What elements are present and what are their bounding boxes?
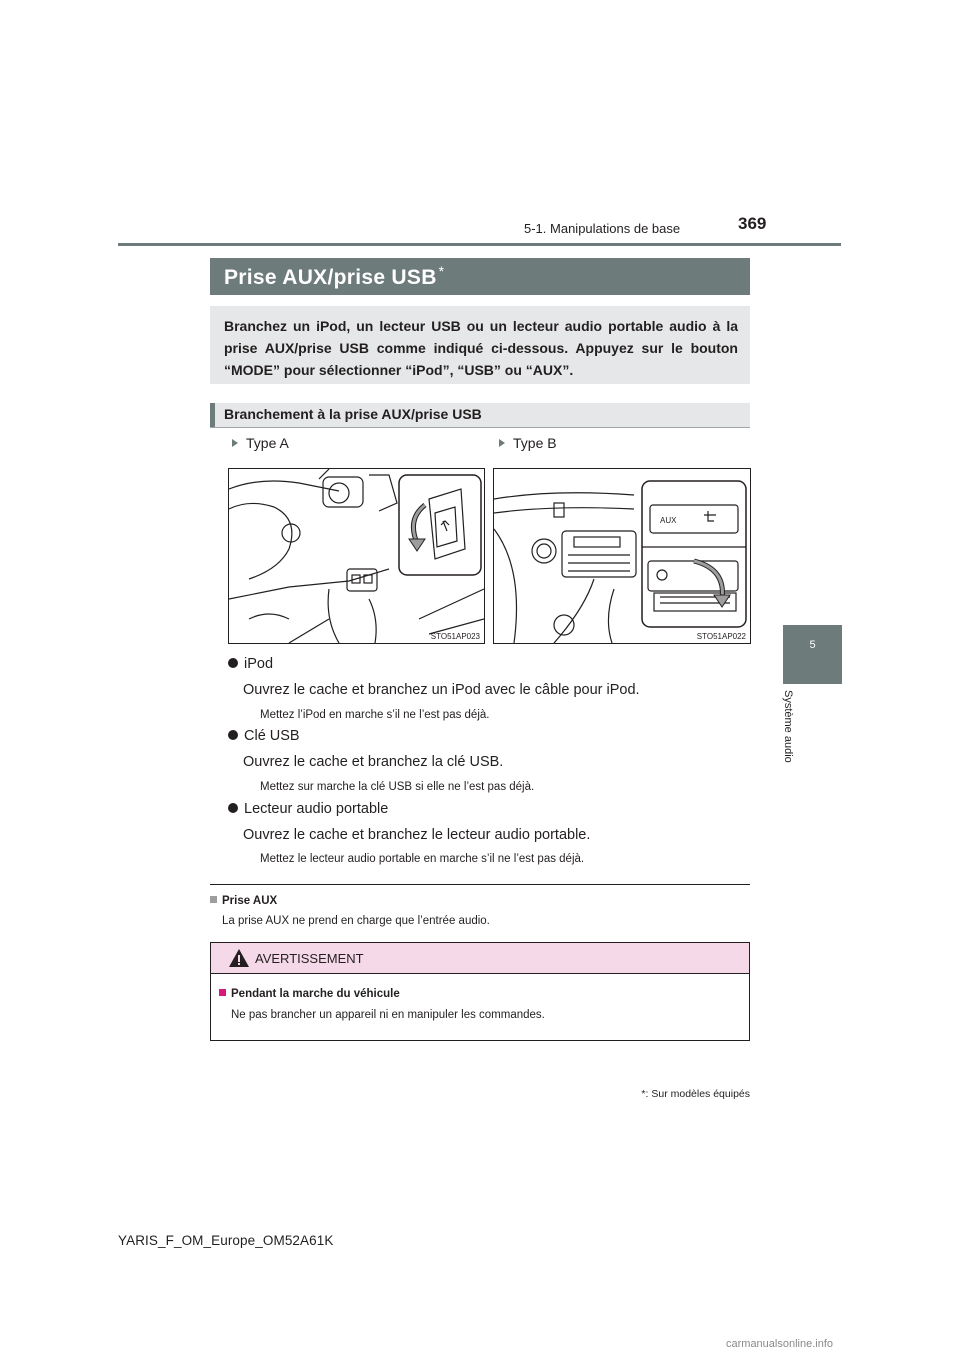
square-bullet-icon [210,896,217,903]
type-b-label: Type B [499,435,557,451]
figure-code-b: STO51AP022 [696,632,746,641]
bullet-icon [228,803,238,813]
type-a-label: Type A [232,435,289,451]
item-portable-text: Ouvrez le cache et branchez le lecteur audio portable. [243,827,591,843]
aux-port-label: AUX [660,516,677,525]
item-portable-title: Lecteur audio portable [228,801,388,817]
warning-subheading: Pendant la marche du véhicule [219,988,400,1000]
note-text: La prise AUX ne prend en charge que l’entrée audio. [222,915,490,927]
header-rule [118,243,841,246]
dashboard-illustration-a [229,469,484,643]
footnote: *: Sur modèles équipés [641,1088,750,1100]
warning-text: Ne pas brancher un appareil ni en manipuler les commandes. [231,1009,545,1021]
chapter-tab[interactable]: 5 [783,625,842,684]
item-ipod-text: Ouvrez le cache et branchez un iPod avec le câble pour iPod. [243,682,640,698]
asterisk-marker: * [641,1088,646,1100]
bullet-icon [228,730,238,740]
dashboard-illustration-b [494,469,750,643]
square-bullet-icon [219,989,226,996]
triangle-bullet-icon [499,439,505,447]
figure-code-a: STO51AP023 [430,632,480,641]
intro-box [210,306,750,384]
intro-text: Branchez un iPod, un lecteur USB ou un lecteur audio portable audio à la prise AUX/prise USB comme indiqué ci-dessous. Appuyez sur le bouton “MODE” pour sélectionner “iPod”, “USB” ou “AUX”. [224,318,738,378]
document-footer: YARIS_F_OM_Europe_OM52A61K [118,1233,334,1248]
figure-type-b [493,468,751,644]
subheading [210,403,750,428]
page-title-text: Prise AUX/prise USB [224,266,437,289]
item-usb-note: Mettez sur marche la clé USB si elle ne l’est pas déjà. [260,781,535,793]
page-number: 369 [738,214,767,233]
subheading-bar [210,403,215,427]
note-heading: Prise AUX [210,895,277,907]
section-reference: 5-1. Manipulations de base [524,221,681,236]
figure-type-a [228,468,485,644]
item-usb-text: Ouvrez le cache et branchez la clé USB. [243,754,504,770]
bullet-icon [228,658,238,668]
warning-header [211,943,749,974]
section-divider [210,884,750,885]
chapter-label: Système audio [782,690,794,763]
subheading-text: Branchement à la prise AUX/prise USB [224,406,482,422]
item-usb-title: Clé USB [228,728,300,744]
item-ipod-title: iPod [228,656,273,672]
watermark[interactable]: carmanualsonline.info [726,1338,834,1350]
warning-heading: AVERTISSEMENT [255,951,364,966]
item-portable-note: Mettez le lecteur audio portable en marche s’il ne l’est pas déjà. [260,853,585,865]
warning-icon [228,948,250,968]
triangle-bullet-icon [232,439,238,447]
page-title [210,258,750,295]
item-ipod-note: Mettez l’iPod en marche s’il ne l’est pas déjà. [260,709,490,721]
warning-box [210,942,750,1041]
asterisk-marker: * [438,263,445,279]
